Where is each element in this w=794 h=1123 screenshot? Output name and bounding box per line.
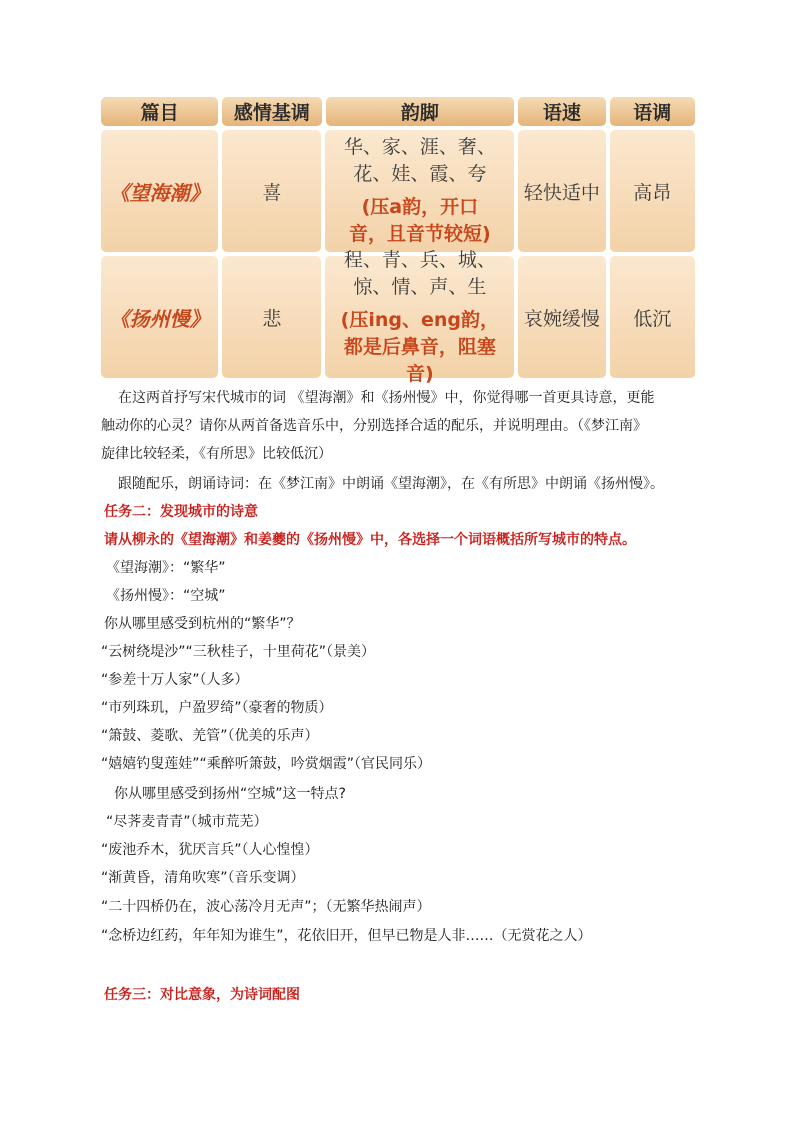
rhyme-note: (压a韵，开口: [361, 196, 479, 218]
evidence-line: “嬉嬉钓叟莲娃”“乘醉听箫鼓，吟赏烟霞”（官民同乐）: [101, 756, 432, 772]
rhyme-note: 音，且音节较短): [349, 223, 491, 245]
answer-line: 《望海潮》：“繁华”: [106, 560, 226, 576]
answer-line: 《扬州慢》：“空城”: [106, 588, 226, 604]
paragraph-line: 旋律比较轻柔，《有所思》比较低沉）: [101, 446, 332, 462]
tone-cell: 低沉: [610, 256, 695, 378]
header-cell: 语速: [518, 97, 605, 126]
poem-title-cell: 《望海潮》: [101, 130, 218, 252]
evidence-line: “念桥边红药，年年知为谁生”，花依旧开，但早已物是人非……（无赏花之人）: [101, 928, 592, 944]
rhyme-note: 都是后鼻音，阻塞音): [343, 335, 496, 385]
task-heading: 任务三：对比意象，为诗词配图: [104, 987, 300, 1003]
rhyme-note: (压ing、eng韵，: [340, 308, 500, 331]
header-cell: 感情基调: [222, 97, 321, 126]
comparison-table: [101, 97, 695, 385]
evidence-line: “云树绕堤沙”“三秋桂子，十里荷花”（景美）: [101, 644, 376, 660]
task-prompt: 请从柳永的《望海潮》和姜夔的《扬州慢》中，各选择一个词语概括所写城市的特点。: [104, 532, 636, 548]
evidence-line: “渐黄昏，清角吹寒”（音乐变调）: [101, 870, 305, 886]
header-cell: 语调: [610, 97, 695, 126]
paragraph-line: 跟随配乐，朗诵诗词：在《梦江南》中朗诵《望海潮》，在《有所思》中朗诵《扬州慢》。: [118, 476, 664, 492]
rhyme-chars: 惊、情、声、生: [353, 275, 487, 298]
poem-title-cell: 《扬州慢》: [101, 256, 218, 378]
evidence-line: “二十四桥仍在，波心荡冷月无声”；（无繁华热闹声）: [101, 899, 431, 915]
rhyme-chars: 程、青、兵、城、: [343, 248, 496, 271]
header-cell: 韵脚: [326, 97, 515, 126]
paragraph-line: 在这两首抒写宋代城市的词 《望海潮》和《扬州慢》中，你觉得哪一首更具诗意，更能: [118, 390, 655, 406]
rhyme-chars: 花、娃、霞、夸: [353, 163, 487, 185]
rhyme-cell: [325, 130, 514, 252]
evidence-line: “箫鼓、菱歌、羌管”（优美的乐声）: [101, 728, 319, 744]
table-row: [101, 248, 695, 385]
table-row: [101, 130, 695, 252]
paragraph-line: 触动你的心灵？请你从两首备选音乐中，分别选择合适的配乐，并说明理由。（《梦江南》: [101, 418, 647, 434]
rhyme-chars: 华、家、涯、奢、: [343, 136, 496, 158]
speed-cell: 轻快适中: [518, 130, 605, 252]
evidence-line: “废池乔木，犹厌言兵”（人心惶惶）: [101, 842, 319, 858]
emotion-cell: 悲: [222, 256, 321, 378]
table-header-row: [101, 97, 695, 126]
task-heading: 任务二：发现城市的诗意: [104, 504, 258, 520]
question-line: 你从哪里感受到扬州“空城”这一特点?: [114, 786, 346, 802]
speed-cell: 哀婉缓慢: [518, 256, 605, 378]
header-cell: 篇目: [101, 97, 218, 126]
evidence-line: “市列珠玑，户盈罗绮”（豪奢的物质）: [101, 700, 333, 716]
evidence-line: “参差十万人家”（人多）: [101, 672, 249, 688]
question-line: 你从哪里感受到杭州的“繁华”？: [104, 616, 301, 632]
evidence-line: “尽荠麦青青”（城市荒芜）: [106, 814, 268, 830]
tone-cell: 高昂: [610, 130, 695, 252]
emotion-cell: 喜: [222, 130, 321, 252]
rhyme-cell: [325, 248, 514, 385]
